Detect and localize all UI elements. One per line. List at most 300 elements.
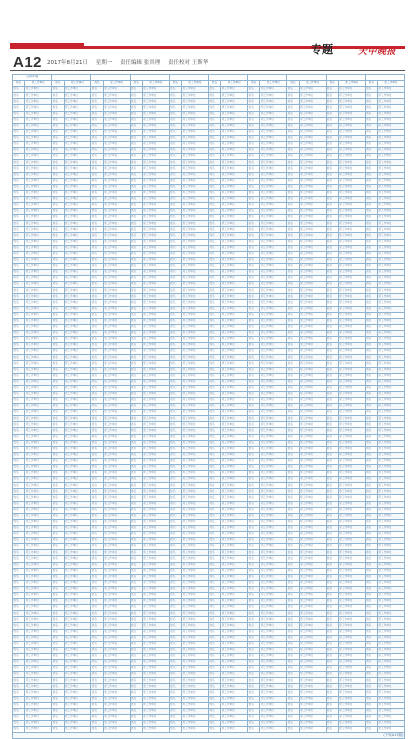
unit-cell: 原工作单位 bbox=[103, 93, 130, 99]
name-cell: 姓名 bbox=[52, 190, 64, 196]
unit-cell: 原工作单位 bbox=[378, 525, 405, 531]
name-cell: 姓名 bbox=[52, 300, 64, 306]
unit-cell: 原工作单位 bbox=[182, 458, 209, 464]
name-cell: 姓名 bbox=[52, 544, 64, 550]
name-cell: 姓名 bbox=[287, 129, 299, 135]
name-cell: 姓名 bbox=[287, 605, 299, 611]
unit-cell: 原工作单位 bbox=[260, 428, 287, 434]
name-cell: 姓名 bbox=[130, 727, 142, 733]
name-cell: 姓名 bbox=[248, 672, 260, 678]
unit-cell: 原工作单位 bbox=[142, 623, 169, 629]
name-cell: 姓名 bbox=[169, 550, 181, 556]
name-cell: 姓名 bbox=[130, 367, 142, 373]
name-cell: 姓名 bbox=[208, 416, 220, 422]
name-cell: 姓名 bbox=[52, 702, 64, 708]
unit-cell: 原工作单位 bbox=[299, 446, 326, 452]
name-cell: 姓名 bbox=[248, 172, 260, 178]
name-cell: 姓名 bbox=[169, 93, 181, 99]
unit-cell: 原工作单位 bbox=[260, 410, 287, 416]
name-cell: 姓名 bbox=[13, 312, 25, 318]
unit-cell: 原工作单位 bbox=[182, 184, 209, 190]
unit-cell: 原工作单位 bbox=[299, 690, 326, 696]
name-cell: 姓名 bbox=[91, 288, 103, 294]
unit-cell: 原工作单位 bbox=[103, 123, 130, 129]
unit-cell: 原工作单位 bbox=[64, 562, 91, 568]
unit-cell: 原工作单位 bbox=[103, 532, 130, 538]
column-header: 原工作单位 bbox=[142, 81, 169, 87]
unit-cell: 原工作单位 bbox=[25, 666, 52, 672]
unit-cell: 原工作单位 bbox=[221, 160, 248, 166]
name-cell: 姓名 bbox=[91, 404, 103, 410]
unit-cell: 原工作单位 bbox=[221, 318, 248, 324]
unit-cell: 原工作单位 bbox=[221, 684, 248, 690]
name-cell: 姓名 bbox=[326, 349, 338, 355]
name-cell: 姓名 bbox=[130, 434, 142, 440]
name-cell: 姓名 bbox=[248, 434, 260, 440]
unit-cell: 原工作单位 bbox=[64, 434, 91, 440]
unit-cell: 原工作单位 bbox=[299, 343, 326, 349]
name-cell: 姓名 bbox=[169, 440, 181, 446]
name-cell: 姓名 bbox=[169, 714, 181, 720]
unit-cell: 原工作单位 bbox=[182, 465, 209, 471]
unit-cell: 原工作单位 bbox=[25, 361, 52, 367]
name-cell: 姓名 bbox=[365, 379, 377, 385]
name-cell: 姓名 bbox=[91, 440, 103, 446]
name-cell: 姓名 bbox=[208, 355, 220, 361]
unit-cell: 原工作单位 bbox=[182, 123, 209, 129]
unit-cell: 原工作单位 bbox=[64, 684, 91, 690]
unit-cell: 原工作单位 bbox=[103, 337, 130, 343]
unit-cell: 原工作单位 bbox=[103, 525, 130, 531]
name-cell: 姓名 bbox=[130, 550, 142, 556]
name-cell: 姓名 bbox=[287, 306, 299, 312]
name-cell: 姓名 bbox=[52, 696, 64, 702]
unit-cell: 原工作单位 bbox=[182, 550, 209, 556]
name-cell: 姓名 bbox=[130, 519, 142, 525]
unit-cell: 原工作单位 bbox=[142, 93, 169, 99]
unit-cell: 原工作单位 bbox=[103, 251, 130, 257]
name-cell: 姓名 bbox=[13, 135, 25, 141]
unit-cell: 原工作单位 bbox=[103, 458, 130, 464]
name-cell: 姓名 bbox=[208, 483, 220, 489]
name-cell: 姓名 bbox=[13, 446, 25, 452]
unit-cell: 原工作单位 bbox=[142, 349, 169, 355]
unit-cell: 原工作单位 bbox=[260, 306, 287, 312]
name-cell: 姓名 bbox=[130, 385, 142, 391]
name-cell: 姓名 bbox=[365, 190, 377, 196]
unit-cell: 原工作单位 bbox=[260, 538, 287, 544]
unit-cell: 原工作单位 bbox=[221, 702, 248, 708]
name-cell: 姓名 bbox=[365, 489, 377, 495]
unit-cell: 原工作单位 bbox=[378, 458, 405, 464]
name-cell: 姓名 bbox=[130, 288, 142, 294]
column-header: 原工作单位 bbox=[64, 81, 91, 87]
unit-cell: 原工作单位 bbox=[64, 452, 91, 458]
name-cell: 姓名 bbox=[13, 635, 25, 641]
unit-cell: 原工作单位 bbox=[378, 379, 405, 385]
unit-cell: 原工作单位 bbox=[378, 416, 405, 422]
unit-cell: 原工作单位 bbox=[299, 257, 326, 263]
name-cell: 姓名 bbox=[208, 678, 220, 684]
unit-cell: 原工作单位 bbox=[378, 270, 405, 276]
name-cell: 姓名 bbox=[169, 501, 181, 507]
unit-cell: 原工作单位 bbox=[182, 373, 209, 379]
name-cell: 姓名 bbox=[208, 465, 220, 471]
unit-cell: 原工作单位 bbox=[25, 239, 52, 245]
unit-cell: 原工作单位 bbox=[378, 178, 405, 184]
unit-cell: 原工作单位 bbox=[182, 544, 209, 550]
name-cell: 姓名 bbox=[326, 337, 338, 343]
name-cell: 姓名 bbox=[52, 556, 64, 562]
name-cell: 姓名 bbox=[91, 209, 103, 215]
name-cell: 姓名 bbox=[91, 562, 103, 568]
unit-cell: 原工作单位 bbox=[299, 702, 326, 708]
name-cell: 姓名 bbox=[287, 318, 299, 324]
unit-cell: 原工作单位 bbox=[64, 391, 91, 397]
unit-cell: 原工作单位 bbox=[338, 160, 365, 166]
unit-cell: 原工作单位 bbox=[25, 166, 52, 172]
unit-cell: 原工作单位 bbox=[142, 635, 169, 641]
name-cell: 姓名 bbox=[52, 568, 64, 574]
unit-cell: 原工作单位 bbox=[378, 471, 405, 477]
unit-cell: 原工作单位 bbox=[299, 623, 326, 629]
name-cell: 姓名 bbox=[13, 178, 25, 184]
unit-cell: 原工作单位 bbox=[25, 105, 52, 111]
name-cell: 姓名 bbox=[208, 727, 220, 733]
unit-cell: 原工作单位 bbox=[182, 452, 209, 458]
name-cell: 姓名 bbox=[13, 343, 25, 349]
unit-cell: 原工作单位 bbox=[64, 196, 91, 202]
name-cell: 姓名 bbox=[248, 117, 260, 123]
name-cell: 姓名 bbox=[208, 720, 220, 726]
unit-cell: 原工作单位 bbox=[299, 440, 326, 446]
name-cell: 姓名 bbox=[365, 221, 377, 227]
name-cell: 姓名 bbox=[208, 471, 220, 477]
unit-cell: 原工作单位 bbox=[64, 251, 91, 257]
name-cell: 姓名 bbox=[208, 373, 220, 379]
name-cell: 姓名 bbox=[130, 702, 142, 708]
name-cell: 姓名 bbox=[13, 221, 25, 227]
name-cell: 姓名 bbox=[248, 166, 260, 172]
name-cell: 姓名 bbox=[326, 629, 338, 635]
unit-cell: 原工作单位 bbox=[299, 501, 326, 507]
unit-cell: 原工作单位 bbox=[25, 568, 52, 574]
name-cell: 姓名 bbox=[208, 672, 220, 678]
column-header: 姓名 bbox=[287, 81, 299, 87]
unit-cell: 原工作单位 bbox=[142, 404, 169, 410]
unit-cell: 原工作单位 bbox=[25, 519, 52, 525]
unit-cell: 原工作单位 bbox=[378, 562, 405, 568]
name-cell: 姓名 bbox=[365, 592, 377, 598]
name-cell: 姓名 bbox=[326, 434, 338, 440]
unit-cell: 原工作单位 bbox=[182, 257, 209, 263]
name-cell: 姓名 bbox=[13, 647, 25, 653]
unit-cell: 原工作单位 bbox=[378, 452, 405, 458]
name-cell: 姓名 bbox=[287, 330, 299, 336]
name-cell: 姓名 bbox=[208, 148, 220, 154]
name-cell: 姓名 bbox=[365, 623, 377, 629]
unit-cell: 原工作单位 bbox=[64, 135, 91, 141]
name-cell: 姓名 bbox=[52, 221, 64, 227]
unit-cell: 原工作单位 bbox=[338, 586, 365, 592]
name-cell: 姓名 bbox=[208, 617, 220, 623]
name-cell: 姓名 bbox=[208, 458, 220, 464]
name-cell: 姓名 bbox=[91, 635, 103, 641]
name-cell: 姓名 bbox=[365, 440, 377, 446]
name-cell: 姓名 bbox=[326, 190, 338, 196]
unit-cell: 原工作单位 bbox=[182, 727, 209, 733]
unit-cell: 原工作单位 bbox=[64, 586, 91, 592]
unit-cell: 原工作单位 bbox=[221, 135, 248, 141]
name-cell: 姓名 bbox=[365, 184, 377, 190]
name-cell: 姓名 bbox=[208, 105, 220, 111]
name-cell: 姓名 bbox=[208, 276, 220, 282]
name-cell: 姓名 bbox=[326, 391, 338, 397]
unit-cell: 原工作单位 bbox=[338, 708, 365, 714]
unit-cell: 原工作单位 bbox=[64, 257, 91, 263]
unit-cell: 原工作单位 bbox=[378, 532, 405, 538]
name-cell: 姓名 bbox=[91, 87, 103, 93]
name-cell: 姓名 bbox=[169, 696, 181, 702]
unit-cell: 原工作单位 bbox=[221, 501, 248, 507]
unit-cell: 原工作单位 bbox=[378, 367, 405, 373]
name-cell: 姓名 bbox=[52, 111, 64, 117]
unit-cell: 原工作单位 bbox=[142, 160, 169, 166]
unit-cell: 原工作单位 bbox=[182, 148, 209, 154]
name-cell: 姓名 bbox=[169, 251, 181, 257]
name-cell: 姓名 bbox=[248, 556, 260, 562]
name-cell: 姓名 bbox=[130, 501, 142, 507]
unit-cell: 原工作单位 bbox=[338, 465, 365, 471]
name-cell: 姓名 bbox=[130, 276, 142, 282]
unit-cell: 原工作单位 bbox=[142, 190, 169, 196]
unit-cell: 原工作单位 bbox=[221, 672, 248, 678]
name-cell: 姓名 bbox=[52, 623, 64, 629]
name-cell: 姓名 bbox=[208, 562, 220, 568]
name-cell: 姓名 bbox=[326, 318, 338, 324]
column-header: 姓名 bbox=[365, 81, 377, 87]
unit-cell: 原工作单位 bbox=[64, 282, 91, 288]
name-cell: 姓名 bbox=[130, 373, 142, 379]
name-cell: 姓名 bbox=[365, 513, 377, 519]
unit-cell: 原工作单位 bbox=[260, 148, 287, 154]
unit-cell: 原工作单位 bbox=[221, 270, 248, 276]
unit-cell: 原工作单位 bbox=[221, 117, 248, 123]
unit-cell: 原工作单位 bbox=[260, 702, 287, 708]
unit-cell: 原工作单位 bbox=[378, 422, 405, 428]
unit-cell: 原工作单位 bbox=[103, 300, 130, 306]
unit-cell: 原工作单位 bbox=[299, 111, 326, 117]
unit-cell: 原工作单位 bbox=[182, 160, 209, 166]
name-cell: 姓名 bbox=[169, 294, 181, 300]
unit-cell: 原工作单位 bbox=[299, 263, 326, 269]
unit-cell: 原工作单位 bbox=[338, 483, 365, 489]
name-cell: 姓名 bbox=[365, 337, 377, 343]
unit-cell: 原工作单位 bbox=[182, 397, 209, 403]
name-cell: 姓名 bbox=[365, 148, 377, 154]
name-cell: 姓名 bbox=[52, 160, 64, 166]
name-cell: 姓名 bbox=[52, 93, 64, 99]
unit-cell: 原工作单位 bbox=[182, 416, 209, 422]
unit-cell: 原工作单位 bbox=[103, 404, 130, 410]
unit-cell: 原工作单位 bbox=[182, 483, 209, 489]
name-cell: 姓名 bbox=[91, 586, 103, 592]
unit-cell: 原工作单位 bbox=[25, 440, 52, 446]
unit-cell: 原工作单位 bbox=[64, 270, 91, 276]
name-cell: 姓名 bbox=[287, 727, 299, 733]
unit-cell: 原工作单位 bbox=[64, 294, 91, 300]
unit-cell: 原工作单位 bbox=[64, 385, 91, 391]
name-cell: 姓名 bbox=[287, 635, 299, 641]
name-cell: 姓名 bbox=[13, 660, 25, 666]
name-cell: 姓名 bbox=[13, 373, 25, 379]
name-cell: 姓名 bbox=[130, 580, 142, 586]
name-cell: 姓名 bbox=[248, 282, 260, 288]
name-cell: 姓名 bbox=[365, 306, 377, 312]
unit-cell: 原工作单位 bbox=[260, 367, 287, 373]
unit-cell: 原工作单位 bbox=[64, 111, 91, 117]
unit-cell: 原工作单位 bbox=[221, 727, 248, 733]
name-cell: 姓名 bbox=[326, 276, 338, 282]
name-cell: 姓名 bbox=[248, 532, 260, 538]
unit-cell: 原工作单位 bbox=[25, 525, 52, 531]
name-cell: 姓名 bbox=[365, 629, 377, 635]
column-header: 姓名 bbox=[248, 81, 260, 87]
name-cell: 姓名 bbox=[208, 379, 220, 385]
unit-cell: 原工作单位 bbox=[260, 300, 287, 306]
unit-cell: 原工作单位 bbox=[103, 422, 130, 428]
unit-cell: 原工作单位 bbox=[64, 635, 91, 641]
name-cell: 姓名 bbox=[287, 678, 299, 684]
name-cell: 姓名 bbox=[326, 105, 338, 111]
name-cell: 姓名 bbox=[130, 495, 142, 501]
unit-cell: 原工作单位 bbox=[142, 483, 169, 489]
unit-cell: 原工作单位 bbox=[182, 196, 209, 202]
name-cell: 姓名 bbox=[130, 489, 142, 495]
unit-cell: 原工作单位 bbox=[338, 300, 365, 306]
unit-cell: 原工作单位 bbox=[182, 647, 209, 653]
name-cell: 姓名 bbox=[287, 221, 299, 227]
unit-cell: 原工作单位 bbox=[103, 276, 130, 282]
name-cell: 姓名 bbox=[208, 117, 220, 123]
unit-cell: 原工作单位 bbox=[142, 148, 169, 154]
name-cell: 姓名 bbox=[326, 544, 338, 550]
name-cell: 姓名 bbox=[248, 702, 260, 708]
name-cell: 姓名 bbox=[287, 672, 299, 678]
name-cell: 姓名 bbox=[287, 538, 299, 544]
unit-cell: 原工作单位 bbox=[221, 282, 248, 288]
name-cell: 姓名 bbox=[208, 489, 220, 495]
unit-cell: 原工作单位 bbox=[299, 653, 326, 659]
unit-cell: 原工作单位 bbox=[338, 446, 365, 452]
unit-cell: 原工作单位 bbox=[103, 154, 130, 160]
unit-cell: 原工作单位 bbox=[182, 684, 209, 690]
name-cell: 姓名 bbox=[326, 672, 338, 678]
name-cell: 姓名 bbox=[248, 660, 260, 666]
name-cell: 姓名 bbox=[52, 617, 64, 623]
unit-cell: 原工作单位 bbox=[64, 288, 91, 294]
unit-cell: 原工作单位 bbox=[221, 379, 248, 385]
name-cell: 姓名 bbox=[326, 446, 338, 452]
name-cell: 姓名 bbox=[248, 178, 260, 184]
name-cell: 姓名 bbox=[365, 422, 377, 428]
unit-cell: 原工作单位 bbox=[260, 318, 287, 324]
name-cell: 姓名 bbox=[248, 690, 260, 696]
unit-cell: 原工作单位 bbox=[25, 653, 52, 659]
unit-cell: 原工作单位 bbox=[25, 574, 52, 580]
name-cell: 姓名 bbox=[287, 111, 299, 117]
unit-cell: 原工作单位 bbox=[338, 397, 365, 403]
name-cell: 姓名 bbox=[365, 416, 377, 422]
unit-cell: 原工作单位 bbox=[25, 702, 52, 708]
name-cell: 姓名 bbox=[287, 184, 299, 190]
unit-cell: 原工作单位 bbox=[182, 708, 209, 714]
name-cell: 姓名 bbox=[248, 727, 260, 733]
name-cell: 姓名 bbox=[91, 306, 103, 312]
name-cell: 姓名 bbox=[365, 635, 377, 641]
name-cell: 姓名 bbox=[248, 714, 260, 720]
name-cell: 姓名 bbox=[169, 148, 181, 154]
name-cell: 姓名 bbox=[365, 282, 377, 288]
unit-cell: 原工作单位 bbox=[142, 251, 169, 257]
name-cell: 姓名 bbox=[169, 483, 181, 489]
name-cell: 姓名 bbox=[208, 391, 220, 397]
unit-cell: 原工作单位 bbox=[64, 623, 91, 629]
unit-cell: 原工作单位 bbox=[338, 422, 365, 428]
name-cell: 姓名 bbox=[248, 586, 260, 592]
unit-cell: 原工作单位 bbox=[25, 288, 52, 294]
unit-cell: 原工作单位 bbox=[260, 123, 287, 129]
name-cell: 姓名 bbox=[91, 190, 103, 196]
name-cell: 姓名 bbox=[13, 495, 25, 501]
unit-cell: 原工作单位 bbox=[299, 611, 326, 617]
name-cell: 姓名 bbox=[52, 599, 64, 605]
unit-cell: 原工作单位 bbox=[182, 209, 209, 215]
unit-cell: 原工作单位 bbox=[64, 550, 91, 556]
unit-cell: 原工作单位 bbox=[64, 440, 91, 446]
unit-cell: 原工作单位 bbox=[103, 465, 130, 471]
name-cell: 姓名 bbox=[365, 556, 377, 562]
name-cell: 姓名 bbox=[248, 209, 260, 215]
unit-cell: 原工作单位 bbox=[378, 111, 405, 117]
name-cell: 姓名 bbox=[287, 660, 299, 666]
name-cell: 姓名 bbox=[91, 294, 103, 300]
unit-cell: 原工作单位 bbox=[64, 190, 91, 196]
unit-cell: 原工作单位 bbox=[338, 727, 365, 733]
unit-cell: 原工作单位 bbox=[64, 215, 91, 221]
name-cell: 姓名 bbox=[326, 599, 338, 605]
unit-cell: 原工作单位 bbox=[299, 105, 326, 111]
unit-cell: 原工作单位 bbox=[338, 324, 365, 330]
name-cell: 姓名 bbox=[13, 611, 25, 617]
unit-cell: 原工作单位 bbox=[299, 166, 326, 172]
unit-cell: 原工作单位 bbox=[142, 653, 169, 659]
name-cell: 姓名 bbox=[326, 647, 338, 653]
unit-cell: 原工作单位 bbox=[182, 653, 209, 659]
unit-cell: 原工作单位 bbox=[338, 629, 365, 635]
name-cell: 姓名 bbox=[130, 239, 142, 245]
name-cell: 姓名 bbox=[326, 373, 338, 379]
name-cell: 姓名 bbox=[208, 440, 220, 446]
name-cell: 姓名 bbox=[13, 507, 25, 513]
unit-cell: 原工作单位 bbox=[182, 117, 209, 123]
name-cell: 姓名 bbox=[169, 142, 181, 148]
unit-cell: 原工作单位 bbox=[338, 148, 365, 154]
name-cell: 姓名 bbox=[326, 495, 338, 501]
name-cell: 姓名 bbox=[52, 422, 64, 428]
name-cell: 姓名 bbox=[169, 227, 181, 233]
name-cell: 姓名 bbox=[287, 385, 299, 391]
